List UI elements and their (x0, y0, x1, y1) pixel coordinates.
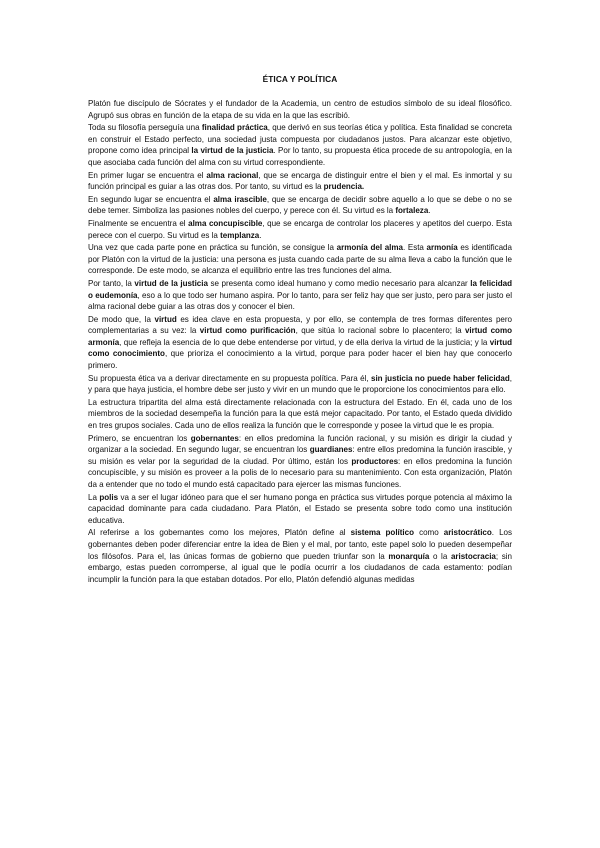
text-run: : en ellos predomina la función racional, y su misión es dirigir la ciudad y organizar a la sociedad. En segundo lugar, se encuentran los (88, 433, 512, 455)
text-run: va a ser el lugar idóneo para que el ser humano ponga en práctica sus virtudes porque potencia al máximo la capacidad dominante para cada ciudadano. Para Platón, el Estado se presenta sobre todo como una institución educativa. (88, 492, 512, 525)
text-run: , que se encarga de distinguir entre el bien y el mal. Es inmortal y su función principal es guiar a las otras dos. Por tanto, su virtud es la (88, 170, 512, 192)
bold-text: alma racional (206, 170, 259, 180)
text-run: Su propuesta ética va a derivar directamente en su propuesta política. Para él, (88, 373, 371, 383)
text-run: , que derivó en sus teorías ética y política. Esta finalidad se concreta en construir el Estado perfecto, una sociedad justa compuesta por ciudadanos justos. Para alcanzar este objetivo, propone como idea principal (88, 123, 512, 156)
paragraph (88, 98, 512, 121)
text-run: En segundo lugar se encuentra el (88, 194, 214, 204)
text-run: se presenta como ideal humano y como medio necesario para alcanzar (207, 278, 471, 288)
text-run: : en ellos predomina la función concupiscible, y su misión es proveer a la polis de lo necesario para su mantenimiento. Con esta organización, Platón da a entender que no todo el mundo está capacitado para ejercer las mismas funciones. (88, 456, 512, 489)
bold-text: fortaleza (395, 206, 429, 216)
text-run: La estructura tripartita del alma está directamente relacionada con la estructura del Estado. En él, cada uno de los miembros de la sociedad desempeña la función para la que está mejor capacitado. Por tanto, el Estado queda dividido en tres grupos sociales. Cada uno de ellos realiza la función que le corresponde y posee la virtud que le es propia. (88, 397, 512, 431)
text-run: La (88, 492, 100, 502)
text-run: , que se encarga de controlar los placeres y apetitos del cuerpo. Esta perece con el cuerpo. Su virtud es la (88, 218, 512, 240)
bold-text: alma concupiscible (188, 218, 263, 228)
bold-text: monarquía (388, 551, 430, 561)
bold-text: sin justicia no puede haber felicidad (371, 373, 510, 383)
text-run: o la (429, 551, 451, 561)
text-run: , que sitúa lo racional sobre lo placentero; la (295, 326, 465, 336)
bold-text: la felicidad o eudemonía (88, 278, 512, 300)
text-run: , que prioriza el conocimiento a la virtud, porque para poder hacer el bien hay que conocerlo primero. (88, 349, 512, 371)
text-run: Finalmente se encuentra el (88, 218, 189, 228)
text-run: Primero, se encuentran los (88, 433, 191, 443)
bold-text: la virtud de la justicia (191, 146, 274, 156)
bold-text: virtud como conocimiento (88, 337, 512, 359)
bold-text: virtud (154, 314, 177, 324)
text-run: De modo que, la (88, 314, 155, 324)
paragraph (88, 278, 512, 313)
paragraph (88, 373, 512, 396)
text-run: . Por lo tanto, su propuesta ética procede de su antropología, en la que asociaba cada función del alma con su virtud correspondiente. (88, 146, 512, 167)
paragraph (88, 170, 512, 193)
paragraph (88, 492, 512, 527)
text-run: es idea clave en esta propuesta, y por ello, se contempla de tres formas diferentes pero complementarias a su vez: la (88, 314, 512, 336)
document-title: ÉTICA Y POLÍTICA (262, 74, 338, 84)
text-run: Por tanto, la (88, 278, 135, 288)
bold-text: prudencia. (323, 182, 365, 192)
paragraph (88, 122, 512, 168)
bold-text: gobernantes (190, 433, 239, 443)
paragraph (88, 397, 512, 432)
text-run: Una vez que cada parte pone en práctica su función, se consigue la (88, 243, 337, 253)
text-run: , que refleja la esencia de lo que debe entenderse por virtud, y de ella deriva la virtud de la justicia; y la (119, 337, 490, 347)
text-run: En primer lugar se encuentra el (88, 170, 207, 180)
bold-text: alma irascible (213, 194, 267, 204)
paragraph (88, 433, 512, 491)
paragraph (88, 314, 512, 372)
text-run: Toda su filosofía perseguía una (88, 123, 202, 133)
text-run: , que se encarga de decidir sobre aquello a lo que se debe o no se debe temer. Simboliza las pasiones nobles del cuerpo, y perece con él. Su virtud es la (88, 194, 513, 216)
text-run: : entre ellos predomina la función irascible, y su misión es velar por la seguridad de la ciudad. Por último, están los (88, 445, 512, 466)
bold-text: virtud como purificación (199, 326, 296, 336)
text-run: , eso a lo que todo ser humano aspira. Por lo tanto, para ser feliz hay que ser justo, pero para ser justo el alma racional debe guiar a las otras dos y conocer el bien. (88, 290, 512, 312)
paragraph (88, 527, 512, 585)
text-run: . Los gobernantes deben poder diferenciar entre la idea de Bien y el mal, por tanto, este papel solo lo pueden desempeñar los filósofos. Para el, las únicas formas de gobierno que pueden triunfar son la (88, 528, 512, 561)
bold-text: armonía del alma (336, 243, 403, 253)
bold-text: productores (351, 456, 399, 466)
bold-text: templanza (220, 230, 260, 240)
paragraph (88, 242, 512, 277)
document-body (88, 98, 512, 585)
bold-text: armonía (426, 243, 458, 253)
bold-text: aristocracia (450, 551, 496, 561)
bold-text: finalidad práctica (201, 123, 268, 133)
bold-text: virtud como armonía (88, 326, 512, 347)
bold-text: polis (99, 492, 119, 502)
text-run: ; sin embargo, estas pueden corromperse, al igual que le podía ocurrir a los ciudadanos de cada estamento: podían incumplir la función para la que estaban dotados. Por ello, Platón defendió algunas medidas (88, 551, 512, 584)
text-run: . (259, 230, 262, 240)
text-run: , y para que haya justicia, el hombre debe ser justo y vivir en un mundo que le proporcione los conocimientos para ello. (88, 373, 512, 395)
bold-text: guardianes (309, 445, 353, 455)
text-run: . (428, 206, 431, 216)
text-run: es identificada por Platón con la virtud de la justicia: una persona es justa cuando cada parte de su alma lleva a cabo la función que le corresponde. De este modo, se alcanza el equilibrio entre las tres funciones del alma. (88, 243, 512, 276)
bold-text: virtud de la justicia (134, 278, 208, 288)
paragraph (88, 218, 512, 241)
text-run: . Esta (402, 243, 427, 253)
text-run: como (414, 528, 444, 538)
text-run: Al referirse a los gobernantes como los mejores, Platón define al (88, 528, 351, 538)
bold-text: sistema político (350, 528, 414, 538)
bold-text: aristocrático (443, 528, 492, 538)
text-run: Platón fue discípulo de Sócrates y el fundador de la Academia, un centro de estudios símbolo de su ideal filosófico. Agrupó sus obras en función de la etapa de su vida en la que las escribió. (88, 99, 512, 120)
paragraph (88, 194, 512, 217)
